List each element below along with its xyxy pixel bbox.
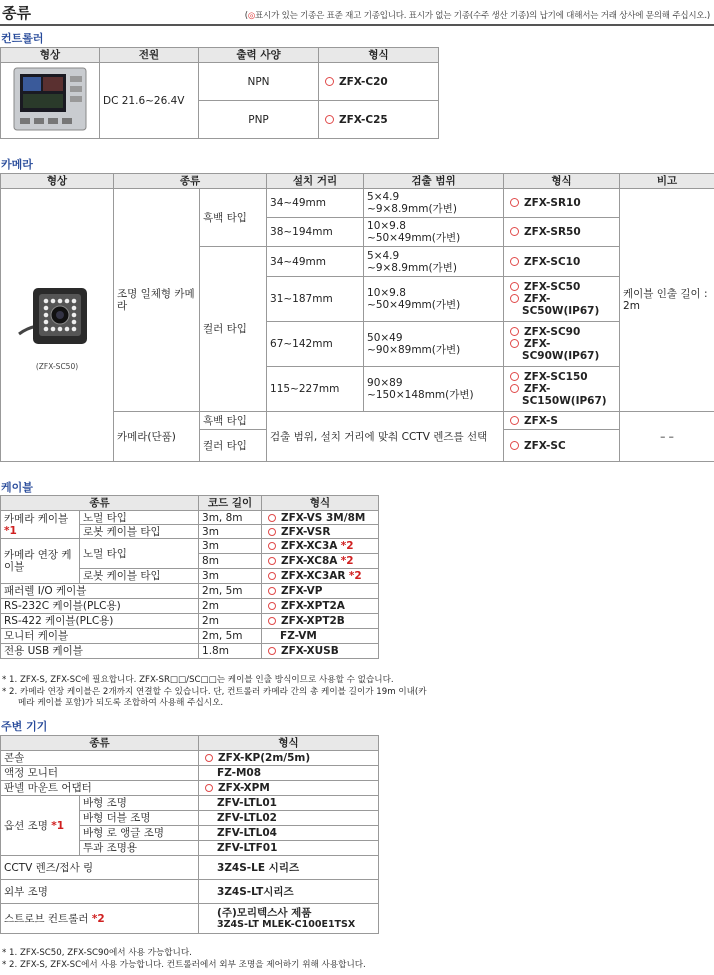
- cable-model: ZFX-VP: [262, 584, 379, 599]
- cable-footnote-1: * 1. ZFX-S, ZFX-SC에 필요합니다. ZFX-SR□□/SC□□는 케이블 인출 방식이므로 사용할 수 없습니다.: [2, 675, 394, 685]
- cable-robot: 로봇 케이블 타입: [80, 525, 199, 539]
- section-controller: 컨트롤러: [1, 32, 44, 45]
- cable-model: ZFX-XUSB: [262, 644, 379, 659]
- section-camera: 카메라: [1, 158, 33, 171]
- type-bw: 흑백 타입: [200, 412, 267, 430]
- stock-mark-icon: [510, 327, 519, 336]
- cable-normal: 노멀 타입: [80, 511, 199, 525]
- stock-mark-icon: [510, 282, 519, 291]
- type-color: 컬러 타입: [200, 430, 267, 462]
- peripheral-model: 3Z4S-LT시리즈: [199, 880, 379, 904]
- camera-table: [0, 173, 714, 462]
- stock-mark-icon: [268, 602, 276, 610]
- section-cable: 케이블: [1, 481, 33, 494]
- detect-range: 90×89 ~150×148mm(가변): [364, 367, 504, 412]
- col-model: 형식: [262, 496, 379, 511]
- camera-picture: [17, 278, 97, 358]
- light-model: ZFV-LTL04: [199, 826, 379, 841]
- peripheral-name: CCTV 렌즈/접사 링: [1, 856, 199, 880]
- stock-mark-icon: [205, 784, 213, 792]
- controller-model: ZFX-C25: [319, 101, 439, 139]
- stock-mark-icon: [510, 257, 519, 266]
- peripheral-model: ZFX-XPM: [199, 781, 379, 796]
- detect-range: 5×4.9 ~9×8.9mm(가변): [364, 247, 504, 277]
- peripheral-name: 외부 조명: [1, 880, 199, 904]
- cable-model: ZFX-XPT2A: [262, 599, 379, 614]
- install-distance: 115~227mm: [267, 367, 364, 412]
- stock-mark-icon: [325, 115, 334, 124]
- controller-output: NPN: [199, 63, 319, 101]
- col-range: 검출 범위: [364, 174, 504, 189]
- light-model: ZFV-LTF01: [199, 841, 379, 856]
- peripheral-name: 콘솔: [1, 751, 199, 766]
- detect-range: 10×9.8 ~50×49mm(가변): [364, 218, 504, 247]
- stock-mark-icon: [510, 339, 519, 348]
- peripheral-footnote-2: * 2. ZFX-S, ZFX-SC에서 사용 가능합니다. 컨트롤러에서 외부 조명을 제어하기 위해 사용합니다.: [2, 960, 366, 970]
- camera-model: ZFX-SC10: [504, 247, 620, 277]
- controller-picture: [10, 66, 90, 132]
- cable-length: 3m: [199, 525, 262, 539]
- detect-range: 50×49 ~90×89mm(가변): [364, 322, 504, 367]
- cable-length: 1.8m: [199, 644, 262, 659]
- light-name: 투과 조명용: [80, 841, 199, 856]
- stock-mark-icon: [510, 441, 519, 450]
- stock-mark-icon: [268, 647, 276, 655]
- peripheral-table: [0, 735, 379, 934]
- col-model: 형식: [504, 174, 620, 189]
- col-type: 종류: [114, 174, 267, 189]
- install-distance: 38~194mm: [267, 218, 364, 247]
- camera-image: [1, 189, 114, 462]
- install-distance: 34~49mm: [267, 247, 364, 277]
- cctv-select-text: 검출 범위, 설치 거리에 맞춰 CCTV 렌즈를 선택: [267, 412, 504, 462]
- section-peripheral: 주변 기기: [1, 720, 48, 733]
- stock-mark-icon: [268, 587, 276, 595]
- cable-length: 3m, 8m: [199, 511, 262, 525]
- peripheral-name: 판넬 마운트 어댑터: [1, 781, 199, 796]
- peripheral-model: (주)모리텍스사 제품 3Z4S-LT MLEK-C100E1TSX: [199, 904, 379, 934]
- camera-model: ZFX-SR10: [504, 189, 620, 218]
- controller-image: [1, 63, 100, 139]
- cable-camera: 카메라 케이블 *1: [1, 511, 80, 539]
- stock-mark-icon: [510, 384, 519, 393]
- cable-model: ZFX-XC3AR *2: [262, 569, 379, 584]
- cable-length: 3m: [199, 569, 262, 584]
- stock-mark-icon: [268, 557, 276, 565]
- page-title: 종류: [2, 4, 31, 22]
- cable-name: 전용 USB 케이블: [1, 644, 199, 659]
- controller-output: PNP: [199, 101, 319, 139]
- cable-extension: 카메라 연장 케이블: [1, 539, 80, 584]
- type-bw: 흑백 타입: [200, 189, 267, 247]
- stock-mark-icon: [268, 528, 276, 536]
- cable-length: 2m: [199, 599, 262, 614]
- cable-normal: 노멀 타입: [80, 539, 199, 569]
- peripheral-name: 액정 모니터: [1, 766, 199, 781]
- cable-length: 8m: [199, 554, 262, 569]
- install-distance: 34~49mm: [267, 189, 364, 218]
- type-color: 컬러 타입: [200, 247, 267, 412]
- camera-image-caption: (ZFX-SC50): [35, 361, 79, 371]
- camera-model: ZFX-SC: [504, 430, 620, 462]
- cable-length: 2m: [199, 614, 262, 629]
- col-power: 전원: [100, 48, 199, 63]
- col-output: 출력 사양: [199, 48, 319, 63]
- peripheral-model: ZFX-KP(2m/5m): [199, 751, 379, 766]
- light-name: 바형 조명: [80, 796, 199, 811]
- controller-power: DC 21.6~26.4V: [100, 63, 199, 139]
- cable-model: FZ-VM: [262, 629, 379, 644]
- col-type: 종류: [1, 496, 199, 511]
- col-model: 형식: [199, 736, 379, 751]
- type-camera-only: 카메라(단품): [114, 412, 200, 462]
- page-header: [0, 0, 714, 26]
- stock-mark-icon: [205, 754, 213, 762]
- camera-model: ZFX-SR50: [504, 218, 620, 247]
- col-type: 종류: [1, 736, 199, 751]
- col-shape: 형상: [1, 48, 100, 63]
- camera-remark-none: – –: [620, 412, 714, 462]
- cable-name: 패러렐 I/O 케이블: [1, 584, 199, 599]
- light-name: 바형 로 앵글 조명: [80, 826, 199, 841]
- camera-model: ZFX-SC150 ZFX- SC150W(IP67): [504, 367, 620, 412]
- camera-model: ZFX-SC50 ZFX- SC50W(IP67): [504, 277, 620, 322]
- peripheral-footnote-1: * 1. ZFX-SC50, ZFX-SC90에서 사용 가능합니다.: [2, 948, 192, 958]
- col-length: 코드 길이: [199, 496, 262, 511]
- col-distance: 설치 거리: [267, 174, 364, 189]
- col-remark: 비고: [620, 174, 714, 189]
- install-distance: 31~187mm: [267, 277, 364, 322]
- stock-mark-icon: [510, 227, 519, 236]
- controller-table: [0, 47, 439, 139]
- cable-model: ZFX-XC8A *2: [262, 554, 379, 569]
- col-model: 형식: [319, 48, 439, 63]
- stock-mark-icon: [510, 198, 519, 207]
- stock-mark-icon: [268, 514, 276, 522]
- stock-mark-icon: [510, 294, 519, 303]
- cable-model: ZFX-VSR: [262, 525, 379, 539]
- camera-remark: 케이블 인출 길이 : 2m: [620, 189, 714, 412]
- cable-robot: 로봇 케이블 타입: [80, 569, 199, 584]
- cable-footnote-2: * 2. 카메라 연장 케이블은 2개까지 연결할 수 있습니다. 단, 컨트롤러 카메라 간의 총 케이블 길이가 19m 이내(카: [2, 687, 427, 697]
- stock-mark-icon: [268, 572, 276, 580]
- camera-model: ZFX-S: [504, 412, 620, 430]
- cable-footnote-2-cont: 메라 케이블 포함)가 되도록 조합하여 사용해 주십시오.: [18, 698, 224, 708]
- cable-name: RS-232C 케이블(PLC용): [1, 599, 199, 614]
- detect-range: 5×4.9 ~9×8.9mm(가변): [364, 189, 504, 218]
- install-distance: 67~142mm: [267, 322, 364, 367]
- peripheral-name: 스트로브 컨트롤러 *2: [1, 904, 199, 934]
- stock-note: (◎표시가 있는 기종은 표준 재고 기종입니다. 표시가 없는 기종(수주 생산 기종)의 납기에 대해서는 거래 상사에 문의해 주십시오.): [244, 11, 710, 21]
- cable-model: ZFX-XPT2B: [262, 614, 379, 629]
- stock-mark-icon: [268, 617, 276, 625]
- light-group: 옵션 조명 *1: [1, 796, 80, 856]
- type-integrated: 조명 일체형 카메라: [114, 189, 200, 412]
- light-name: 바형 더블 조명: [80, 811, 199, 826]
- cable-table: [0, 495, 379, 659]
- cable-name: RS-422 케이블(PLC용): [1, 614, 199, 629]
- light-model: ZFV-LTL01: [199, 796, 379, 811]
- stock-mark-icon: [268, 542, 276, 550]
- light-model: ZFV-LTL02: [199, 811, 379, 826]
- peripheral-model: FZ-M08: [199, 766, 379, 781]
- cable-length: 3m: [199, 539, 262, 554]
- cable-length: 2m, 5m: [199, 629, 262, 644]
- detect-range: 10×9.8 ~50×49mm(가변): [364, 277, 504, 322]
- stock-mark-icon: [510, 416, 519, 425]
- controller-model: ZFX-C20: [319, 63, 439, 101]
- cable-model: ZFX-XC3A *2: [262, 539, 379, 554]
- stock-mark-icon: [510, 372, 519, 381]
- cable-name: 모니터 케이블: [1, 629, 199, 644]
- stock-mark-icon: [325, 77, 334, 86]
- peripheral-model: 3Z4S-LE 시리즈: [199, 856, 379, 880]
- cable-model: ZFX-VS 3M/8M: [262, 511, 379, 525]
- col-shape: 형상: [1, 174, 114, 189]
- cable-length: 2m, 5m: [199, 584, 262, 599]
- camera-model: ZFX-SC90 ZFX- SC90W(IP67): [504, 322, 620, 367]
